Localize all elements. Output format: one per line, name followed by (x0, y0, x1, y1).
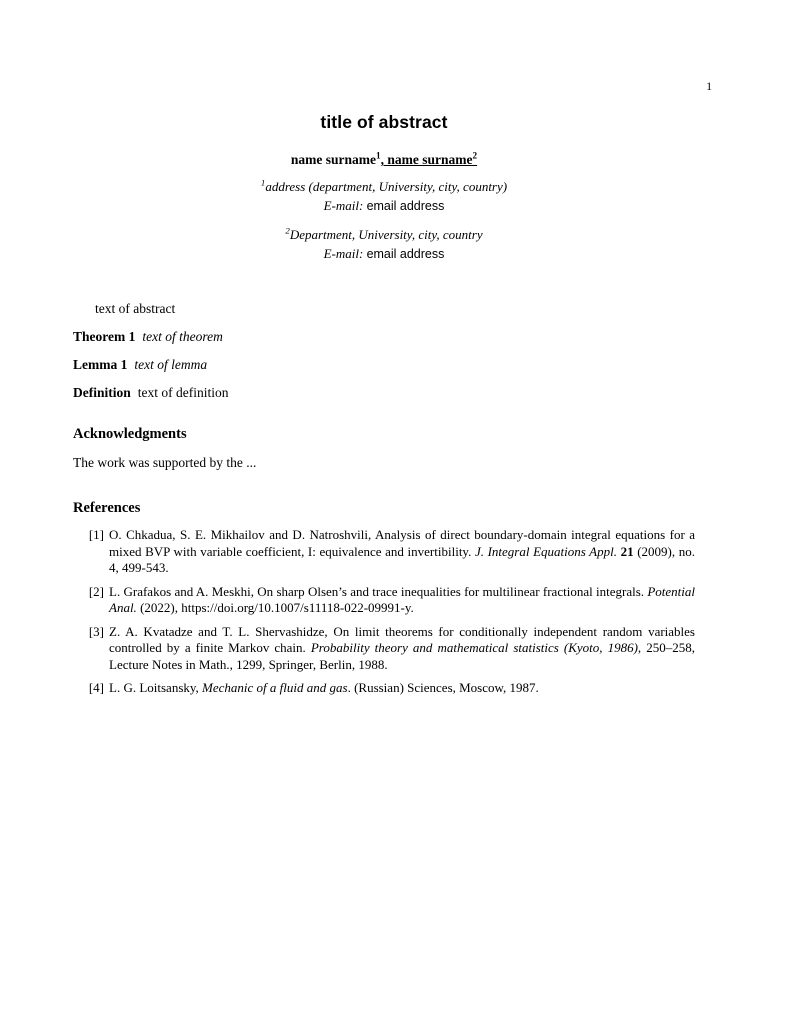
statement-theorem (73, 328, 695, 345)
affiliation-2-address (73, 225, 695, 244)
author-second-group (381, 152, 477, 167)
reference-run: L. G. Loitsansky, (109, 680, 203, 695)
statement-definition-head: Definition (73, 385, 131, 400)
affiliation-1-marker: 1 (260, 177, 266, 188)
email-value-1: email address (366, 199, 445, 213)
affiliation-block (73, 177, 695, 264)
affiliation-1-email (73, 196, 695, 216)
reference-run: 21 (620, 543, 634, 559)
affiliation-2-email (73, 244, 695, 264)
reference-run: Potential Anal. (109, 583, 695, 615)
reference-label: [2] (88, 583, 104, 599)
reference-label: [4] (88, 680, 104, 695)
reference-run: J. Integral Equations Appl. (474, 543, 617, 559)
affiliation-1-text: address (department, University, city, country) (265, 179, 508, 194)
reference-item (82, 527, 695, 577)
reference-item (82, 624, 695, 674)
author-separator: , (380, 152, 388, 167)
reference-run: (2009), no. 4, 499-543. (109, 543, 695, 575)
reference-run: Probability theory and mathematical statistics (Kyoto, 1986) (310, 640, 638, 655)
affiliation-2-text: Department, University, city, country (289, 227, 483, 242)
reference-run: (2022), https://doi.org/10.1007/s11118-022-09991-y. (136, 600, 414, 615)
reference-text (109, 584, 695, 616)
acknowledgments-heading: Acknowledgments (73, 426, 187, 442)
author-first-marker: 1 (376, 150, 381, 161)
author-first-name: name surname (290, 152, 377, 167)
email-label-2: E-mail: (323, 246, 364, 261)
statement-lemma-head: Lemma 1 (73, 357, 128, 372)
affiliation-1-address (73, 177, 695, 196)
reference-run: L. Grafakos and A. Meskhi, On sharp Olsen’s and trace inequalities for multilinear fractional integrals. (109, 583, 648, 599)
statement-lemma (73, 356, 695, 373)
email-label-1: E-mail: (323, 198, 364, 213)
reference-text (109, 624, 695, 672)
reference-label: [3] (88, 623, 104, 639)
acknowledgments-text: The work was supported by the ... (73, 455, 257, 470)
statement-definition-body: text of definition (137, 385, 229, 400)
reference-label: [1] (88, 527, 104, 542)
reference-text (109, 680, 539, 695)
reference-run: O. Chkadua, S. E. Mikhailov and D. Natroshvili, Analysis of direct boundary-domain integral equations for a mixed BVP with variable coefficient, I: equivalence and invertibility. (109, 527, 695, 559)
references-heading: References (73, 500, 141, 516)
page-number: 1 (706, 81, 712, 93)
author-first (291, 152, 381, 167)
author-line (73, 151, 695, 168)
author-second-name: name surname (387, 152, 473, 167)
statement-definition (73, 384, 695, 401)
author-second-marker: 2 (472, 150, 478, 161)
reference-text (109, 527, 695, 575)
abstract-text: text of abstract (95, 301, 176, 316)
page-title: title of abstract (320, 112, 448, 132)
statement-theorem-body: text of theorem (142, 329, 223, 344)
reference-item (82, 680, 695, 697)
affiliation-2-marker: 2 (285, 225, 290, 236)
reference-item (82, 584, 695, 617)
reference-run: Mechanic of a fluid and gas (202, 680, 348, 695)
reference-list (82, 527, 695, 697)
document-content (73, 0, 695, 704)
reference-run: Z. A. Kvatadze and T. L. Shervashidze, On limit theorems for conditionally independent random variables controlled by a finite Markov chain. (109, 623, 695, 655)
reference-run: . (Russian) Sciences, Moscow, 1987. (347, 680, 539, 695)
statement-theorem-head: Theorem 1 (73, 329, 136, 344)
statement-lemma-body: text of lemma (134, 357, 208, 372)
reference-run: , 250–258, Lecture Notes in Math., 1299, Springer, Berlin, 1988. (109, 640, 695, 672)
email-value-2: email address (366, 247, 445, 261)
